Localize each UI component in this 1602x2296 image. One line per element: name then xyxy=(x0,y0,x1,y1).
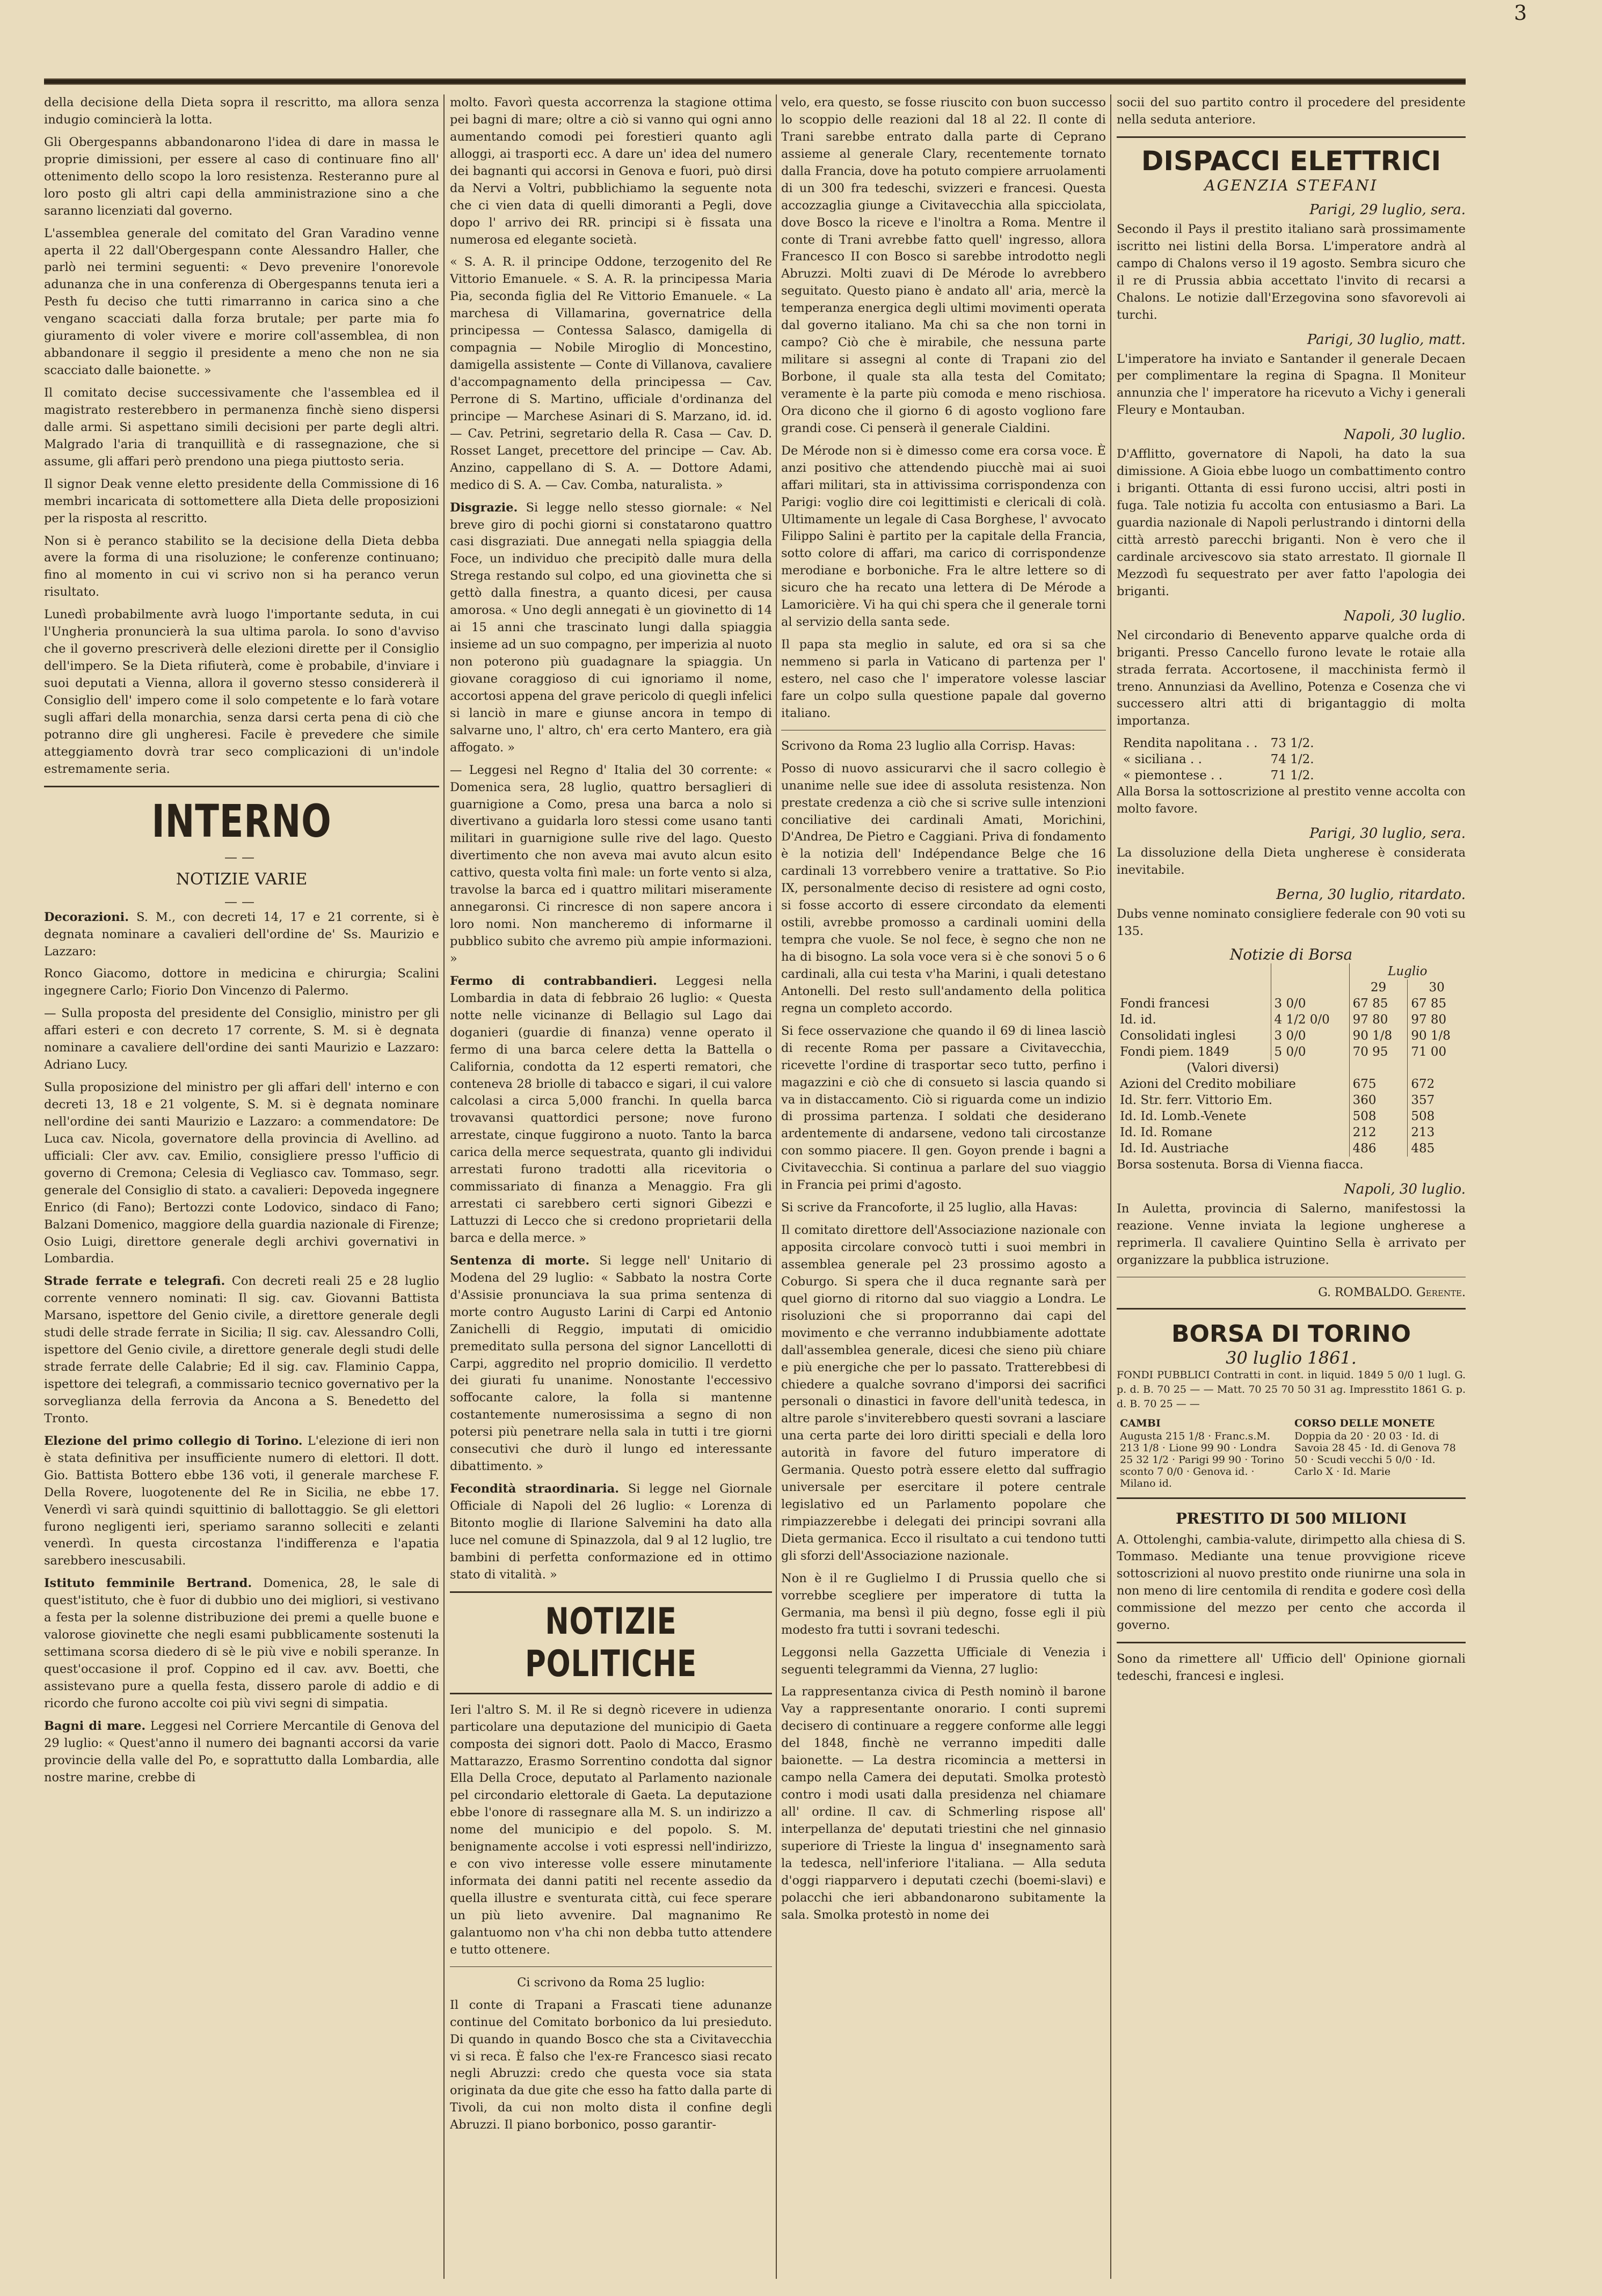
divider xyxy=(450,1693,772,1694)
cell: 73 1/2. xyxy=(1270,736,1314,751)
article-strade xyxy=(44,1273,439,1427)
cell: 29 xyxy=(1349,979,1408,996)
section-title-interno: INTERNO xyxy=(151,794,332,847)
cell: 3 0/0 xyxy=(1271,1028,1349,1044)
lead: Elezione del primo collegio di Torino. xyxy=(44,1434,303,1448)
cell: Id. Id. Romane xyxy=(1120,1125,1212,1139)
cell: 97 80 xyxy=(1349,1012,1408,1028)
cell: 672 xyxy=(1408,1076,1466,1092)
paragraph: Si scrive da Francoforte, il 25 luglio, alla Havas: xyxy=(781,1201,1078,1215)
column-rule xyxy=(1110,94,1111,2279)
cell: 508 xyxy=(1408,1108,1466,1124)
column-rule xyxy=(776,94,777,2279)
paragraph: Sulla proposizione del ministro per gli affari dell' interno e con decreti 13, 18 e 21 volgente, S. M. si è degnata nominare nell'ordine dei santi Maurizio e Lazzaro: a commendatore: De Luca cav. Nicola, governatore della provincia di Avellino. ad ufficiali: Cler avv. cav. Emilio, consigliere presso l'ufficio di governo di Cremona; Celesia di Vegliasco cav. Tommaso, segr. generale del Consiglio di stato. a cavalieri: Depoveda ingegnere Enrico (di Fano); Bertozzi conte Lodovico, sindaco di Fano; Balzani Domenico, maggiore della guardia nazionale di Firenze; Osio Luigi, direttore generale degli archivi governativi in Lombardia. xyxy=(44,1080,439,1266)
cell: Fondi piem. 1849 xyxy=(1120,1044,1229,1059)
paragraph: Gli Obergespanns abbandonarono l'idea di dare in massa le proprie dimissioni, per essere al caso di continuare fino all' ottenimento dello scopo la loro resistenza. Resteranno pure al loro posto gli altri capi della amministrazione sino a che saranno licenziati dal governo. xyxy=(44,135,439,218)
dateline: Napoli, 30 luglio. xyxy=(1344,608,1466,624)
cell: 71 00 xyxy=(1408,1044,1466,1060)
article-text: Si legge nell' Unitario di Modena del 29 luglio: « Sabbato la nostra Corte d'Assisie pronunciava la sua prima sentenza di morte contro Augusto Larini di Carpi ed Antonio Zanichelli di Reggio, imputati di omicidio premeditato sulla persona del signor Lancellotti di Carpi, aggredito nel proprio domicilio. Il verdetto dei giurati fu unanime. Nonostante l'eccessivo soffocante calore, la folla si mantenne costantemente numerosissima a segno di non potersi più penetrare nella sala in tutti i tre giorni consecutivi che durò il lungo ed interessante dibattimento. » xyxy=(450,1253,772,1474)
lead: Fermo di contrabbandieri. xyxy=(450,974,657,988)
divider xyxy=(44,786,439,787)
article-istituto xyxy=(44,1575,439,1713)
paragraph: L'assemblea generale del comitato del Gran Varadino venne aperta il 22 dall'Obergespann conte Alessandro Haller, che parlò nei termini seguenti: « Devo prevenire l'onorevole adunanza che in una conferenza di Obergespanns tenuta ieri a Pesth fu deciso che tutti rimarranno in carica sino a che vengano scacciati dalla forza brutale; per parte mia fo giuramento di voler vivere e morire coll'assemblea, di non abbandonare il seggio il presidente a meno che non ne sia scacciato dalle baionette. » xyxy=(44,226,439,378)
paragraph: In Auletta, provincia di Salerno, manifestossi la reazione. Venne inviata la legione ungherese a reprimerla. Il cavaliere Quintino Sella è arrivato per organizzare la pubblica istruzione. xyxy=(1117,1201,1466,1267)
paragraph: Il papa sta meglio in salute, ed ora si sa che nemmeno si parla in Vaticano di partenza per l' estero, nel caso che l' imperatore volesse lasciar fare un colpo sulla questione papale dal governo italiano. xyxy=(781,638,1106,720)
cell: « piemontese . . xyxy=(1123,769,1223,783)
paragraph: velo, era questo, se fosse riuscito con buon successo lo scoppio delle reazioni dal 18 al 22. Il conte di Trani sarebbe entrato dalla parte di Ceprano assieme al generale Clary, recentemente tornato dalla Francia, dove ha potuto compiere arruolamenti di un 300 fra tedeschi, svizzeri e francesi. Questa accozzaglia giunge a Civitavecchia alla spicciolata, dove Bosco la riceve e l'inoltra a Roma. Mentre il conte di Trani avrebbe fatto quell' ingresso, allora Francesco II con Bosco si sarebbe introdotto negli Abruzzi. Molti zuavi di De Mérode lo avrebbero seguitato. Questo piano è andato all' aria, mercè la temperanza energica degli ultimi movimenti operata dal governo italiano. Ma chi sa che non torni in campo? Ciò che è mirabile, che nessuna parte militare si assegni al conte di Trapani zio del Borbone, il quale sta alla testa del Comitato; veramente è la parte più comoda e meno rischiosa. Ora dicono che il giorno 6 di agosto vogliono fare grandi cose. Ci penserà il generale Cialdini. xyxy=(781,96,1106,435)
table-row xyxy=(1117,1076,1466,1092)
column-3 xyxy=(781,94,1106,2279)
article-text: Domenica, 28, le sale di quest'istituto, che è fuor di dubbio uno dei migliori, si vestivano a festa per la solenne distribuzione dei premi a quelle buone e valorose giovinette che negli esami pubblicamente sostenuti la settimana scorsa diedero di sè le più vive e nobili speranze. In quest'occasione il prof. Coppino ed il cav. avv. Boetti, che assistevano pure a quella festa, dissero parole di addio e di ricordo che furono accolte coi più vivi segni di simpatia. xyxy=(44,1576,439,1710)
cell: Rendita napolitana . . xyxy=(1123,736,1258,751)
paragraph: Borsa sostenuta. Borsa di Vienna fiacca. xyxy=(1117,1157,1364,1172)
cell: Doppia da 20 · 20 03 · Id. di Savoia 28 45 · Id. di Genova 78 50 · Scudi vecchi 5 0/0 · Id. Carlo X · Id. Marie xyxy=(1294,1430,1456,1478)
section-title-notizie-politiche: NOTIZIE POLITICHE xyxy=(525,1600,697,1685)
column-4 xyxy=(1117,94,1466,2279)
cell: 4 1/2 0/0 xyxy=(1271,1012,1349,1028)
cambi-monete-table xyxy=(1117,1417,1466,1490)
cell: 71 1/2. xyxy=(1270,769,1314,783)
table-row xyxy=(1117,1108,1466,1124)
dateline: Parigi, 29 luglio, sera. xyxy=(1309,201,1466,218)
cell: 675 xyxy=(1349,1076,1408,1092)
paragraph: Ieri l'altro S. M. il Re si degnò ricevere in udienza particolare una deputazione del municipio di Gaeta composta dei signori dott. Paolo di Macco, Erasmo Mattarazzo, Erasmo Sorrentino condotta dal signor Ella Della Croce, deputato al Parlamento nazionale pel circondario elettorale di Gaeta. La deputazione ebbe l'onore di rassegnare alla M. S. un indirizzo a nome del municipio e del popolo. S. M. benignamente accolse i voti espressi nell'indirizzo, e con vivo interesse volle essere minutamente informata dei danni patiti nel recente assedio da quella illustre e sventurata città, cui fece sperare un più lieto avvenire. Dal magnanimo Re galantuomo non v'ha chi non debba tutto attendere e tutto ottenere. xyxy=(450,1702,772,1957)
paragraph: Alla Borsa la sottoscrizione al prestito venne accolta con molto favore. xyxy=(1117,785,1466,816)
paragraph: « S. A. R. il principe Oddone, terzogenito del Re Vittorio Emanuele. « S. A. R. la principessa Maria Pia, seconda figlia del Re Vittorio Emanuele. « La marchesa di Villamarina, governatrice della principessa — Contessa Salasco, damigella di compagnia — Nobile Miroglio di Moncestino, damigella assistente — Conte di Villanova, cavaliere d'accompagnamento della principessa — Cav. Perrone di S. Martino, ufficiale d'ordinanza del principe — Marchese Asinari di S. Marzano, id. id. — Cav. Petrini, segretario della R. Casa — Cav. D. Rosset Langet, precettore del principe — Cav. Ab. Anzino, cappellano di S. A. — Dottore Adami, medico di S. A. — Cav. Comba, naturalista. » xyxy=(450,255,772,492)
paragraph: L'imperatore ha inviato e Santander il generale Decaen per complimentare la regina di Spagna. Il Moniteur annunzia che l' imperatore ha ricevuto a Vichy i generali Fleury e Montauban. xyxy=(1117,352,1466,418)
cell: Consolidati inglesi xyxy=(1120,1028,1236,1043)
paragraph: Scrivono da Roma 23 luglio alla Corrisp. Havas: xyxy=(781,738,1076,753)
section-title-dispacci: DISPACCI ELETTRICI xyxy=(1141,145,1441,177)
paragraph: Posso di nuovo assicurarvi che il sacro collegio è unanime nelle sue idee di assoluta resistenza. Non prestate credenza a ciò che si scrive sulle intenzioni conciliative dei cardinali Amati, Morichini, D'Andrea, De Pietro e Caggiani. Priva di fondamento è la notizia dell' Indépendance Belge che 16 cardinali 13 vorrebbero venire a trattative. So P.io IX, personalmente deciso di resistere ad ogni costo, si fosse accorto di essere circondato da elementi ostili, avrebbe promosso a cardinali uomini della tempra che vuole. Se nol fece, è segno che non ne ha di bisogno. La sola voce vera si è che sonovi 5 o 6 cardinali, alla cui testa v'ha Marini, i quali detestano Antonelli. Del resto sull'andamento della politica regna un completo accordo. xyxy=(781,761,1106,1015)
cell: 360 xyxy=(1349,1092,1408,1108)
divider xyxy=(1117,1308,1466,1310)
cell: 508 xyxy=(1349,1108,1408,1124)
cell: Id. id. xyxy=(1120,1012,1156,1027)
cell: Fondi francesi xyxy=(1120,996,1210,1011)
divider xyxy=(450,1966,772,1967)
lead: Strade ferrate e telegrafi. xyxy=(44,1274,225,1289)
paragraph: Secondo il Pays il prestito italiano sarà prossimamente iscritto nei listini della Borsa. L'imperatore andrà al campo di Chalons verso il 19 agosto. Sembra sicuro che il re di Prussia abbia accettato l'invito di recarsi a Chalons. Le notizie dall'Erzegovina sono sfavorevoli ai turchi. xyxy=(1117,222,1466,322)
dateline: Berna, 30 luglio, ritardato. xyxy=(1276,887,1466,903)
paragraph: Non è il re Guglielmo I di Prussia quello che si vorrebbe scegliere per imperatore di tutta la Germania, ma bensì il più degno, fosse egli il più modesto fra tutti i sovrani tedeschi. xyxy=(781,1571,1106,1637)
borsa-torino-date: 30 luglio 1861. xyxy=(1226,1347,1357,1368)
borsa-torino-title: BORSA DI TORINO xyxy=(1171,1320,1411,1348)
article-fecondita xyxy=(450,1481,772,1584)
article-sentenza xyxy=(450,1253,772,1475)
paragraph: De Mérode non si è dimesso come era corsa voce. È anzi positivo che attendendo piucchè mai ai suoi affari militari, sta in attivissima corrispondenza con Parigi: voglio dire coi legittimisti e clericali di colà. Ultimamente un legale di Casa Borghese, l' avvocato Filippo Salini è partito per la capitale della Francia, sotto colore di affari, ma carico di corrispondenze merodiane e borboniche. Fra le altre lettere so di sicuro che ha recato una lettera di De Mérode a Lamoricière. Vi ha qui chi spera che il generale torni al servizio della santa sede. xyxy=(781,443,1106,630)
paragraph: molto. Favorì questa accorrenza la stagione ottima pei bagni di mare; oltre a ciò si vanno qui ogni anno aumentando comodi pei forestieri quanto agli alloggi, ai trasporti ecc. A dare un' idea del numero dei bagnanti qui accorsi in Genova e fuori, può dirsi da Nervi a Voltri, pubblichiamo la seguente nota che ci vien data di quelli dimoranti a Pegli, dove dopo l' arrivo dei RR. principi si è fissata una numerosa ed elegante società. xyxy=(450,96,772,247)
cell: 5 0/0 xyxy=(1271,1044,1349,1060)
table-row xyxy=(1117,1430,1466,1490)
paragraph: Si fece osservazione che quando il 69 di linea lasciò di recente Roma per passare a Civitavecchia, ricevette l'ordine di trasportar seco tutto, perfino i magazzini e ciò che di consueto si lascia quando si va in distaccamento. Ciò si riguarda come un indizio di prossima partenza. I soldati che desiderano ardentemente di andarsene, vedono tali circostanze con sommo piacere. Il gen. Goyon prende i bagni a Civitavecchia. Si continua a parlare del suo viaggio in Francia pei primi d'agosto. xyxy=(781,1023,1106,1193)
paragraph: Il comitato direttore dell'Associazione nazionale con apposita circolare convocò tutti i suoi membri in assemblea generale pel 23 prossimo agosto a Coburgo. Si spera che il duca regnante sarà per quel giorno di ritorno dal suo viaggio a Londra. Le risoluzioni che si proporranno dai capi del movimento e che verranno indubbiamente adottate dall'assemblea generale, dicesi che sieno più chiare e più energiche che per lo passato. Tratterebbesi di chiedere a qualche sovrano d'imporsi dei sacrifici personali o dinastici in favore dell'unità tedesca, in altre parole s'inviterebbero questi sovrani a lasciare una certa parte dei loro diritti speciali e della loro autorità in favore del futuro imperatore di Germania. Questo potrà essere eletto dal suffragio universale per esercitare il potere centrale legislativo ed un Parlamento popolare che rimpiazzerebbe i delegati dei principi sovrani alla Dieta germanica. Ecco il risultato a cui tendono tutti gli sforzi dell'Associazione nazionale. xyxy=(781,1223,1106,1563)
paragraph: Sono da rimettere all' Ufficio dell' Opinione giornali tedeschi, francesi e inglesi. xyxy=(1117,1652,1466,1684)
paragraph: Ci scrivono da Roma 25 luglio: xyxy=(517,1975,705,1990)
cell: 485 xyxy=(1408,1140,1466,1157)
paragraph: — Sulla proposta del presidente del Consiglio, ministro per gli affari esteri e con decreto 17 corrente, S. M. si è degnata nominare a cavaliere dell'ordine dei santi Maurizio e Lazzaro: Adriano Lucy. xyxy=(44,1006,439,1072)
table-row xyxy=(1117,1124,1466,1140)
divider xyxy=(1117,1497,1466,1499)
prestito-title: PRESTITO DI 500 MILIONI xyxy=(1175,1509,1407,1527)
paragraph: Dubs venne nominato consigliere federale con 90 voti su 135. xyxy=(1117,907,1466,938)
article-elezione xyxy=(44,1433,439,1570)
table-row xyxy=(1117,996,1466,1012)
cell: 70 95 xyxy=(1349,1044,1408,1060)
dateline: Napoli, 30 luglio. xyxy=(1344,427,1466,443)
dateline: Parigi, 30 luglio, sera. xyxy=(1309,825,1466,842)
article-text: Con decreti reali 25 e 28 luglio corrente vennero nominati: Il sig. cav. Giovanni Battista Marsano, ispettore del Genio civile, a direttore generale degli studi delle strade ferrate in Sicilia; Il sig. cav. Alessandro Colli, ispettore del Genio civile, a direttore generale degli studi delle strade ferrate delle Calabrie; Ed il sig. cav. Flaminio Cappa, ispettore dei telegrafi, a commissario tecnico governativo per la sorveglianza della ferrovia da Ancona a S. Benedetto del Tronto. xyxy=(44,1274,439,1425)
article-decorazioni xyxy=(44,909,439,961)
gerente-signature: G. ROMBALDO. Gerente. xyxy=(1318,1285,1466,1299)
cell xyxy=(1349,1060,1408,1076)
page-number: 3 xyxy=(1514,1,1527,25)
paragraph: Leggonsi nella Gazzetta Ufficiale di Venezia i seguenti telegrammi da Vienna, 27 luglio: xyxy=(781,1645,1106,1677)
cell: « siciliana . . xyxy=(1123,752,1202,767)
top-rule xyxy=(44,78,1466,85)
cell: 357 xyxy=(1408,1092,1466,1108)
divider xyxy=(1117,1642,1466,1643)
rendita-table xyxy=(1117,735,1321,784)
subhead-notizie-varie: NOTIZIE VARIE xyxy=(176,869,308,889)
cell: Id. Id. Austriache xyxy=(1120,1141,1229,1156)
cell: 74 1/2. xyxy=(1270,752,1314,767)
paragraph: della decisione della Dieta sopra il rescritto, ma allora senza indugio comincierà la lotta. xyxy=(44,96,439,127)
table-row xyxy=(1117,751,1321,767)
column-1 xyxy=(44,94,439,2279)
cell: CAMBI xyxy=(1120,1417,1161,1429)
paragraph: Ronco Giacomo, dottore in medicina e chirurgia; Scalini ingegnere Carlo; Fiorio Don Vincenzo di Palermo. xyxy=(44,967,439,998)
table-row xyxy=(1117,1044,1466,1060)
table-row xyxy=(1117,1028,1466,1044)
article-text: S. M., con decreti 14, 17 e 21 corrente, si è degnata nominare a cavalieri dell'ordine de' Ss. Maurizio e Lazzaro: xyxy=(44,910,439,959)
paragraph: Il conte di Trapani a Frascati tiene adunanze continue del Comitato borbonico da lui presieduto. Di quando in quando Bosco che sta a Civitavecchia vi si reca. È falso che l'ex-re Francesco siasi recato negli Abruzzi: credo che questa voce sia stata originata da due gite che esso ha fatto dalla parte di Tivoli, da cui non molto dista il confine degli Abruzzi. Il piano borbonico, posso garantir- xyxy=(450,1998,772,2132)
paragraph: La rappresentanza civica di Pesth nominò il barone Vay a rappresentante onorario. I conti supremi decisero di continuare a reggere conforme alle leggi del 1848, finchè ne verranno impediti dalle baionette. — La destra ricomincia a mettersi in campo nella Camera dei deputati. Smolka protestò contro i modi usati dalla presidenza nel chiamare all' ordine. Il cav. di Schmerling rispose all' interpellanza de' deputati triestini che nel ginnasio superiore di Trieste la lingua d' insegnamento sarà la tedesca, nell'inferiore l'italiana. — Alla seduta d'oggi riapparvero i deputati czechi (boemi-slavi) e polacchi che ieri abbandonarono subitamente la sala. Smolka protestò in nome dei xyxy=(781,1685,1106,1922)
cell: Id. Id. Lomb.-Venete xyxy=(1120,1109,1247,1123)
table-row xyxy=(1117,1417,1466,1430)
agency-name: AGENZIA STEFANI xyxy=(1204,176,1378,194)
article-text: Si legge nello stesso giornale: « Nel breve giro di pochi giorni si constatarono quattro casi disgraziati. Due annegati nella spiaggia della Foce, un individuo che precipitò dalle mura della Strega restando sul colpo, ed una giovinetta che si gettò dalla finestra, a quanto dicesi, per causa amorosa. « Uno degli annegati è un giovinetto di 14 ai 15 anni che trascinato lungi dalla spiaggia insieme ad un suo compagno, per imperizia al nuoto non poterono più guadagnare la spiaggia. Un giovane coraggioso di cui ignoriamo il nome, accortosi appena del grave pericolo di quegli infelici si lanciò in mare e giunse ancora in tempo di salvarne uno, l' altro, ch' era certo Mantero, era già affogato. » xyxy=(450,500,772,755)
cell xyxy=(1271,979,1349,996)
paragraph: socii del suo partito contro il procedere del presidente nella seduta anteriore. xyxy=(1117,96,1466,127)
article-disgrazie xyxy=(450,500,772,757)
cell: Augusta 215 1/8 · Franc.s.M. 213 1/8 · Lione 99 90 · Londra 25 32 1/2 · Parigi 99 90 · Torino sconto 7 0/0 · Genova id. · Milano id. xyxy=(1120,1430,1284,1489)
divider xyxy=(450,1591,772,1593)
column-2 xyxy=(450,94,772,2279)
cell: 212 xyxy=(1349,1124,1408,1140)
lead: Bagni di mare. xyxy=(44,1719,146,1733)
cell: 97 80 xyxy=(1408,1012,1466,1028)
article-text: Si legge nel Giornale Officiale di Napoli del 26 luglio: « Lorenza di Bitonto moglie di Ilarione Salvemini ha dato alla luce nel comune di Spinazzola, dal 9 al 12 luglio, tre bambini di perfetta conformazione ed in ottimo stato di vitalità. » xyxy=(450,1482,772,1582)
ornament: —— xyxy=(224,894,259,909)
table-row xyxy=(1117,1060,1466,1076)
cell xyxy=(1271,963,1349,979)
table-row xyxy=(1117,1140,1466,1157)
lead: Istituto femminile Bertrand. xyxy=(44,1576,252,1591)
lead: Fecondità straordinaria. xyxy=(450,1482,620,1496)
paragraph: — Leggesi nel Regno d' Italia del 30 corrente: « Domenica sera, 28 luglio, quattro bersaglieri di guarnigione a Como, presa una barca a nolo si divertivano a guidarla loro stessi come usano tanti militari in guarnigione sulle rive del lago. Questo divertimento che non aveva mai avuto alcun esito cattivo, questa volta finì male: un forte vento si alza, travolse la barca ed i quattro militari miseramente annegaronsi. Ci rincresce di non sapere ancora i loro nomi. Non mancheremo di informarne il pubblico subito che avremo più ampie informazioni. » xyxy=(450,763,772,966)
borsa-table xyxy=(1117,963,1466,1157)
cell: 67 85 xyxy=(1349,996,1408,1012)
cell: Luglio xyxy=(1349,963,1466,979)
article-text: Leggesi nel Corriere Mercantile di Genova del 29 luglio: « Quest'anno il numero dei bagnanti accorsi da varie provincie della valle del Po, e soprattutto dalla Lombardia, alle nostre marine, crebbe di xyxy=(44,1719,439,1785)
paragraph: Il comitato decise successivamente che l'assemblea ed il magistrato resterebbero in permanenza finchè sieno dispersi dalle armi. Si aspettano simili decisioni per parte degli altri. Malgrado l'aria di tranquillità e di rassegnazione, che si assume, gli affari però prendono una piega piuttosto seria. xyxy=(44,386,439,469)
table-row xyxy=(1117,1092,1466,1108)
cell: 90 1/8 xyxy=(1408,1028,1466,1044)
cell: 67 85 xyxy=(1408,996,1466,1012)
paragraph: La dissoluzione della Dieta ungherese è considerata inevitabile. xyxy=(1117,846,1466,878)
table-row xyxy=(1117,735,1321,751)
cell: Id. Str. ferr. Vittorio Em. xyxy=(1120,1093,1273,1107)
paragraph: A. Ottolenghi, cambia-valute, dirimpetto alla chiesa di S. Tommaso. Mediante una tenue provvigione riceve sottoscrizioni al nuovo prestito onde riunirne una sola in non meno di lire centomila di rendita e godere così della commissione del mezzo per cento che accorda il governo. xyxy=(1117,1532,1466,1633)
cell: 90 1/8 xyxy=(1349,1028,1408,1044)
cell xyxy=(1117,979,1271,996)
table-row xyxy=(1117,963,1466,979)
cell: (Valori diversi) xyxy=(1186,1061,1279,1075)
table-row xyxy=(1117,767,1321,784)
paragraph: D'Afflitto, governatore di Napoli, ha dato la sua dimissione. A Gioia ebbe luogo un combattimento contro i briganti. Ottanta di essi furono uccisi, altri posti in fuga. Tale notizia fu accolta con entusiasmo a Bari. La guardia nazionale di Napoli perlustrando i dintorni della città arrestò parecchi briganti. Non è vero che il cardinale arcivescovo sia stato arrestato. Il giornale Il Mezzodì fu sequestrato per aver fatto l'apologia dei briganti. xyxy=(1117,447,1466,598)
table-row xyxy=(1117,1012,1466,1028)
article-text: L'elezione di ieri non è stata definitiva per insufficiente numero di elettori. Il dott. Gio. Battista Bottero ebbe 136 voti, il generale marchese F. Della Rovere, luogotenente del Re in Sicilia, ne ebbe 17. Venerdì vi sarà quindi squittinio di ballottaggio. Se gli elettori furono negligenti ieri, speriamo saranno solleciti e zelanti venerdì. In questa circostanza l'indifferenza e l'apatia sarebbero inescusabili. xyxy=(44,1434,439,1568)
cell xyxy=(1408,1060,1466,1076)
article-bagni xyxy=(44,1718,439,1787)
paragraph: Non si è peranco stabilito se la decisione della Dieta debba avere la forma di una risoluzione; le conferenze continuano; fino al momento in cui vi scrivo non si ha peranco verun risultato. xyxy=(44,533,439,599)
divider xyxy=(1117,136,1466,138)
lead: Decorazioni. xyxy=(44,910,129,924)
dateline: Parigi, 30 luglio, matt. xyxy=(1307,331,1466,348)
borsa-heading: Notizie di Borsa xyxy=(1229,945,1353,963)
fondi-pubblici: FONDI PUBBLICI Contratti in cont. in liquid. 1849 5 0/0 1 lugl. G. p. d. B. 70 25 — — Matt. 70 25 70 50 31 ag. Impresstito 1861 G. p. d. B. 70 25 — — xyxy=(1117,1369,1466,1410)
lead: Disgrazie. xyxy=(450,500,518,515)
article-fermo xyxy=(450,973,772,1247)
paragraph: Il signor Deak venne eletto presidente della Commissione di 16 membri incaricata di sottomettere alla Dieta delle proposizioni per la risposta al rescritto. xyxy=(44,477,439,525)
cell: CORSO DELLE MONETE xyxy=(1294,1417,1435,1429)
cell xyxy=(1117,963,1271,979)
cell: 30 xyxy=(1408,979,1466,996)
article-text: Leggesi nella Lombardia in data di febbraio 26 luglio: « Questa notte nelle vicinanze di Bellagio sul Lago dai doganieri (guardie di finanza) venne operato il fermo di una barca celere detta la Battella o California, condotta da 12 esperti rematori, che conteneva 28 briolle di tabacco e sigari, il cui valore calcolasi a circa 5,000 franchi. In quella barca trovavansi quattordici persone; nove furono arrestate, cinque fuggirono a nuoto. Tanto la barca carica della merce sequestrata, quanto gli individui arrestati furono tradotti alla ricevitoria o commissariato di finanza a Menaggio. Fra gli arrestati ci sarebbero certi signori Gibezzi e Lattuzzi di Lecco che si credono proprietarii della barca e della merce. » xyxy=(450,974,772,1245)
column-rule xyxy=(443,94,445,2279)
paragraph: Lunedì probabilmente avrà luogo l'importante seduta, in cui l'Ungheria pronuncierà la sua ultima parola. Io sono d'avviso che il governo prescriverà delle elezioni dirette per il Consiglio dell'impero. Se la Dieta rifiuterà, come è probabile, d'inviare i suoi deputati a Vienna, allora il governo stesso considererà il Consiglio dell' impero come il solo competente e lo farà votare sugli affari della monarchia, senza darsi certa pena di ciò che potranno dire gli ungheresi. Facile è prevedere che simile atteggiamento dovrà trar seco complicazioni di un'indole estremamente seria. xyxy=(44,608,439,776)
cell: 213 xyxy=(1408,1124,1466,1140)
cell: 486 xyxy=(1349,1140,1408,1157)
cell: 3 0/0 xyxy=(1271,996,1349,1012)
ornament: —— xyxy=(224,849,259,865)
dateline: Napoli, 30 luglio. xyxy=(1344,1181,1466,1197)
cell: Azioni del Credito mobiliare xyxy=(1120,1077,1296,1091)
lead: Sentenza di morte. xyxy=(450,1253,590,1268)
table-row xyxy=(1117,979,1466,996)
paragraph: Nel circondario di Benevento apparve qualche orda di briganti. Presso Cancello furono levate le rotaie alla strada ferrata. Accortosene, il macchinista fermò il treno. Annunziasi da Avellino, Potenza e Cosenza che vi successero altri atti di brigantaggio di molta importanza. xyxy=(1117,628,1466,728)
